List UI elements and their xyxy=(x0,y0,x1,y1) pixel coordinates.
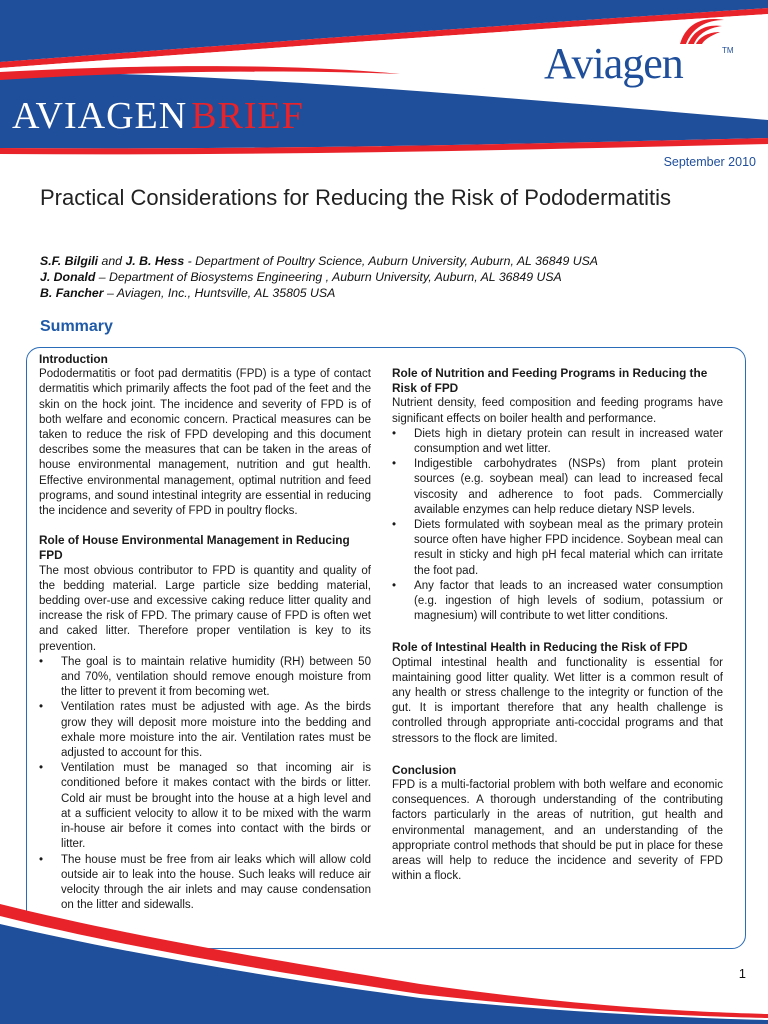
publication-date: September 2010 xyxy=(663,155,756,169)
list-item: • Diets high in dietary protein can result in increased water consumption and wet litter. xyxy=(392,427,723,457)
list-item: • The house must be free from air leaks which will allow cold outside air to leak into the house. Such leaks will reduce air velocity through the air inlets and may cause condensation on the litter and sidewalls. xyxy=(39,853,371,914)
paragraph: Nutrient density, feed composition and feeding programs have significant effects on boiler health and performance. xyxy=(392,397,723,425)
list-item: • Any factor that leads to an increased water consumption (e.g. ingestion of high levels of sodium, potassium or magnesium) will contribute to wet litter conditions. xyxy=(392,579,723,625)
right-column xyxy=(392,366,723,885)
author-list xyxy=(40,253,598,301)
section-heading: Role of Nutrition and Feeding Programs in Reducing the Risk of FPD xyxy=(392,366,708,396)
section-heading: Role of House Environmental Management in Reducing FPD xyxy=(39,533,350,563)
list-item: • Indigestible carbohydrates (NSPs) from plant protein sources (e.g. soybean meal) can lead to increased fecal viscosity and adherence to foot pads. Commercially available enzymes can help reduce dietary NSP levels. xyxy=(392,457,723,518)
aviagen-logo: Aviagen TM xyxy=(544,8,744,88)
list-item: • The goal is to maintain relative humidity (RH) between 50 and 70%, ventilation should remove enough moisture from the litter to prevent it from becoming wet. xyxy=(39,655,371,701)
bullet-list xyxy=(392,427,723,625)
author-line: B. Fancher – Aviagen, Inc., Huntsville, AL 35805 USA xyxy=(40,286,336,300)
section-heading: Conclusion xyxy=(392,762,457,777)
page-number: 1 xyxy=(738,966,746,981)
page-title: Practical Considerations for Reducing the Risk of Pododermatitis xyxy=(40,185,671,210)
section-heading: Role of Intestinal Health in Reducing the Risk of FPD xyxy=(392,640,688,655)
paragraph: FPD is a multi-factorial problem with both welfare and economic consequences. A thorough understanding of the contributing factors particularly in the areas of nutrition, gut health and environmental management, and an understanding of the appropriate control methods that should be put in place for these areas will help to reduce the incidence and severity of FPD within a flock. xyxy=(392,779,723,883)
paragraph: The most obvious contributor to FPD is quantity and quality of the bedding material. Large particle size bedding material, bedding over-use and excessive caking reduce litter quality and increase the risk of FPD. The primary cause of FPD is often wet and caked litter. Therefore proper ventilation is key to its prevention. xyxy=(39,564,371,653)
left-column xyxy=(39,352,371,913)
list-item: • Ventilation rates must be adjusted with age. As the birds grow they will deposit more moisture into the bedding and exhale more moisture into the air. Ventilation rates must be adjusted to account for this. xyxy=(39,700,371,761)
list-item: • Ventilation must be managed so that incoming air is conditioned before it makes contact with the birds or litter. Cold air must be brought into the house at a high level and at a sufficient velocity to allow it to be mixed with the warm in-house air before it comes into contact with the birds or litter. xyxy=(39,761,371,852)
aviagen-brief-title: AVIAGEN BRIEF xyxy=(12,95,304,137)
author-line: J. Donald – Department of Biosystems Engineering , Auburn University, Auburn, AL 36849 USA xyxy=(40,270,562,284)
summary-heading: Summary xyxy=(40,318,113,335)
paragraph: Optimal intestinal health and functionality is essential for maintaining good litter quality. Wet litter is a common result of any health or stress challenge to the integrity or function of the gut. It is important therefore that any health challenge is controlled through appropriate anti-coccidal programs and that stressors to the flock are limited. xyxy=(392,656,723,745)
list-item: • Diets formulated with soybean meal as the primary protein source often have higher FPD incidence. Soybean meal can result in sticky and high pH fecal material which can irritate the foot pad. xyxy=(392,518,723,579)
author-line: S.F. Bilgili and J. B. Hess - Department of Poultry Science, Auburn University, Auburn, AL 36849 USA xyxy=(40,254,598,268)
section-heading: Introduction xyxy=(39,352,108,366)
bullet-list xyxy=(39,655,371,913)
paragraph: Pododermatitis or foot pad dermatitis (FPD) is a type of contact dermatitis which primarily affects the foot pad of the feet and the skin on the hock joint. The incidence and severity of FPD is of both welfare and economic concern. Practical measures can be taken to reduce the risk of FPD developing and this document describes some the measures that can be taken in the areas of house environmental management, nutrition and gut health. Effective environmental management, optimal nutrition and feed programs, and sound intestinal integrity are essential in reducing the incidence and severity of FPD in poultry flocks. xyxy=(39,368,371,518)
footer-swoosh xyxy=(0,894,768,1024)
